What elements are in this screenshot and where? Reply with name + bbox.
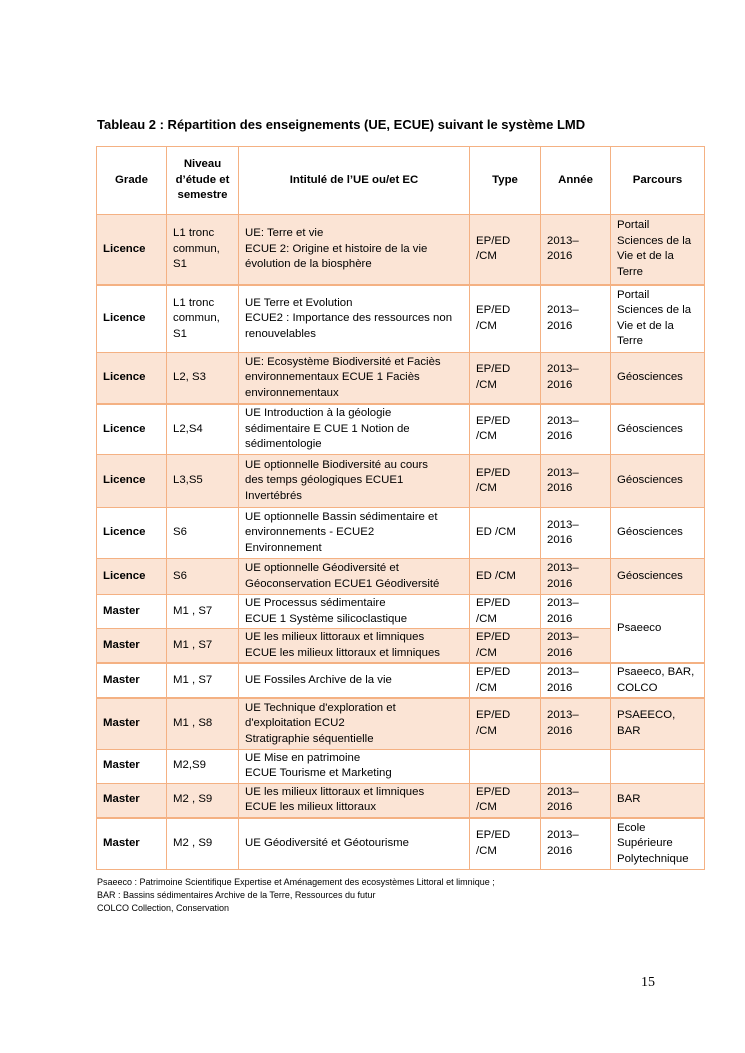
- cell-parcours: Géosciences: [611, 455, 705, 508]
- cell-intitule: UE Géodiversité et Géotourisme: [239, 818, 470, 870]
- cell-type: ED /CM: [470, 508, 541, 559]
- cell-niveau: S6: [167, 508, 239, 559]
- footnote-psaeeco: Psaeeco : Patrimoine Scientifique Expertise et Aménagement des ecosystèmes Littoral et limnique ;: [97, 877, 495, 887]
- cell-annee: 2013– 2016: [541, 698, 611, 749]
- cell-annee: 2013– 2016: [541, 508, 611, 559]
- cell-grade: Licence: [97, 508, 167, 559]
- cell-intitule: UE optionnelle Géodiversité et Géoconservation ECUE1 Géodiversité: [239, 559, 470, 595]
- table-row: [97, 215, 705, 285]
- cell-type: EP/ED /CM: [470, 285, 541, 353]
- footnote-colco: COLCO Collection, Conservation: [97, 903, 230, 913]
- cell-niveau: L3,S5: [167, 455, 239, 508]
- cell-niveau: S6: [167, 559, 239, 595]
- table-row: [97, 404, 705, 455]
- page-number: 15: [641, 975, 655, 990]
- cell-parcours: Géosciences: [611, 508, 705, 559]
- cell-annee: 2013– 2016: [541, 595, 611, 629]
- cell-annee: [541, 749, 611, 783]
- cell-annee: 2013– 2016: [541, 353, 611, 404]
- header-niveau: Niveau d’étude et semestre: [167, 147, 239, 215]
- cell-niveau: M2,S9: [167, 749, 239, 783]
- cell-niveau: M1 , S7: [167, 595, 239, 629]
- table-row: [97, 285, 705, 353]
- table-row: [97, 455, 705, 508]
- cell-grade: Master: [97, 783, 167, 818]
- cell-intitule: UE Technique d'exploration et d'exploitation ECU2 Stratigraphie séquentielle: [239, 698, 470, 749]
- table-row: [97, 595, 705, 629]
- footnote-bar: BAR : Bassins sédimentaires Archive de la Terre, Ressources du futur: [97, 890, 376, 900]
- header-row: [97, 147, 705, 215]
- cell-intitule: UE Processus sédimentaire ECUE 1 Système silicoclastique: [239, 595, 470, 629]
- cell-type: EP/ED /CM: [470, 455, 541, 508]
- cell-parcours: BAR: [611, 783, 705, 818]
- cell-type: EP/ED /CM: [470, 663, 541, 698]
- cell-niveau: L2,S4: [167, 404, 239, 455]
- cell-annee: 2013– 2016: [541, 663, 611, 698]
- table-row: [97, 783, 705, 818]
- cell-intitule: UE les milieux littoraux et limniques ECUE les milieux littoraux et limniques: [239, 629, 470, 664]
- cell-type: ED /CM: [470, 559, 541, 595]
- table-row: [97, 818, 705, 870]
- header-intitule: Intitulé de l’UE ou/et EC: [239, 147, 470, 215]
- cell-niveau: M2 , S9: [167, 783, 239, 818]
- cell-parcours: Portail Sciences de la Vie et de la Terre: [611, 285, 705, 353]
- table-row: [97, 559, 705, 595]
- cell-parcours: Géosciences: [611, 404, 705, 455]
- header-type: Type: [470, 147, 541, 215]
- cell-grade: Master: [97, 663, 167, 698]
- cell-annee: 2013– 2016: [541, 783, 611, 818]
- cell-intitule: UE Fossiles Archive de la vie: [239, 663, 470, 698]
- cell-type: EP/ED /CM: [470, 698, 541, 749]
- table-row: [97, 353, 705, 404]
- table-row: [97, 698, 705, 749]
- cell-intitule: UE: Ecosystème Biodiversité et Faciès environnementaux ECUE 1 Faciès environnementaux: [239, 353, 470, 404]
- cell-parcours: Psaeeco: [611, 595, 705, 664]
- cell-niveau: M1 , S7: [167, 663, 239, 698]
- cell-annee: 2013– 2016: [541, 455, 611, 508]
- cell-intitule: UE Mise en patrimoine ECUE Tourisme et Marketing: [239, 749, 470, 783]
- cell-type: EP/ED /CM: [470, 629, 541, 664]
- cell-grade: Licence: [97, 285, 167, 353]
- cell-annee: 2013– 2016: [541, 215, 611, 285]
- cell-niveau: M1 , S8: [167, 698, 239, 749]
- cell-annee: 2013– 2016: [541, 818, 611, 870]
- cell-grade: Master: [97, 629, 167, 664]
- cell-grade: Licence: [97, 559, 167, 595]
- cell-niveau: L1 tronc commun, S1: [167, 215, 239, 285]
- footnotes: [97, 876, 495, 915]
- table-row: [97, 663, 705, 698]
- lmd-table: [96, 146, 705, 870]
- cell-grade: Licence: [97, 404, 167, 455]
- cell-niveau: M2 , S9: [167, 818, 239, 870]
- cell-type: EP/ED /CM: [470, 404, 541, 455]
- cell-type: [470, 749, 541, 783]
- cell-type: EP/ED /CM: [470, 595, 541, 629]
- cell-annee: 2013– 2016: [541, 559, 611, 595]
- cell-intitule: UE Introduction à la géologie sédimentaire E CUE 1 Notion de sédimentologie: [239, 404, 470, 455]
- cell-parcours: Portail Sciences de la Vie et de la Terre: [611, 215, 705, 285]
- cell-intitule: UE optionnelle Bassin sédimentaire et environnements - ECUE2 Environnement: [239, 508, 470, 559]
- cell-grade: Licence: [97, 455, 167, 508]
- cell-intitule: UE les milieux littoraux et limniques ECUE les milieux littoraux: [239, 783, 470, 818]
- cell-intitule: UE: Terre et vie ECUE 2: Origine et histoire de la vie évolution de la biosphère: [239, 215, 470, 285]
- cell-type: EP/ED /CM: [470, 783, 541, 818]
- cell-grade: Master: [97, 749, 167, 783]
- cell-grade: Licence: [97, 215, 167, 285]
- table-row: [97, 508, 705, 559]
- cell-annee: 2013– 2016: [541, 629, 611, 664]
- cell-niveau: M1 , S7: [167, 629, 239, 664]
- table-row: [97, 749, 705, 783]
- cell-parcours: Géosciences: [611, 353, 705, 404]
- cell-type: EP/ED /CM: [470, 353, 541, 404]
- cell-niveau: L2, S3: [167, 353, 239, 404]
- cell-parcours: Psaeeco, BAR, COLCO: [611, 663, 705, 698]
- cell-grade: Master: [97, 818, 167, 870]
- cell-parcours: PSAEECO, BAR: [611, 698, 705, 749]
- cell-intitule: UE optionnelle Biodiversité au cours des temps géologiques ECUE1 Invertébrés: [239, 455, 470, 508]
- cell-parcours: [611, 749, 705, 783]
- cell-annee: 2013– 2016: [541, 404, 611, 455]
- cell-grade: Master: [97, 595, 167, 629]
- cell-type: EP/ED /CM: [470, 215, 541, 285]
- cell-grade: Master: [97, 698, 167, 749]
- header-parcours: Parcours: [611, 147, 705, 215]
- cell-parcours: Ecole Supérieure Polytechnique: [611, 818, 705, 870]
- cell-annee: 2013– 2016: [541, 285, 611, 353]
- cell-niveau: L1 tronc commun, S1: [167, 285, 239, 353]
- header-grade: Grade: [97, 147, 167, 215]
- cell-intitule: UE Terre et Evolution ECUE2 : Importance des ressources non renouvelables: [239, 285, 470, 353]
- cell-grade: Licence: [97, 353, 167, 404]
- table-caption: Tableau 2 : Répartition des enseignements (UE, ECUE) suivant le système LMD: [97, 117, 586, 132]
- header-annee: Année: [541, 147, 611, 215]
- cell-parcours: Géosciences: [611, 559, 705, 595]
- cell-type: EP/ED /CM: [470, 818, 541, 870]
